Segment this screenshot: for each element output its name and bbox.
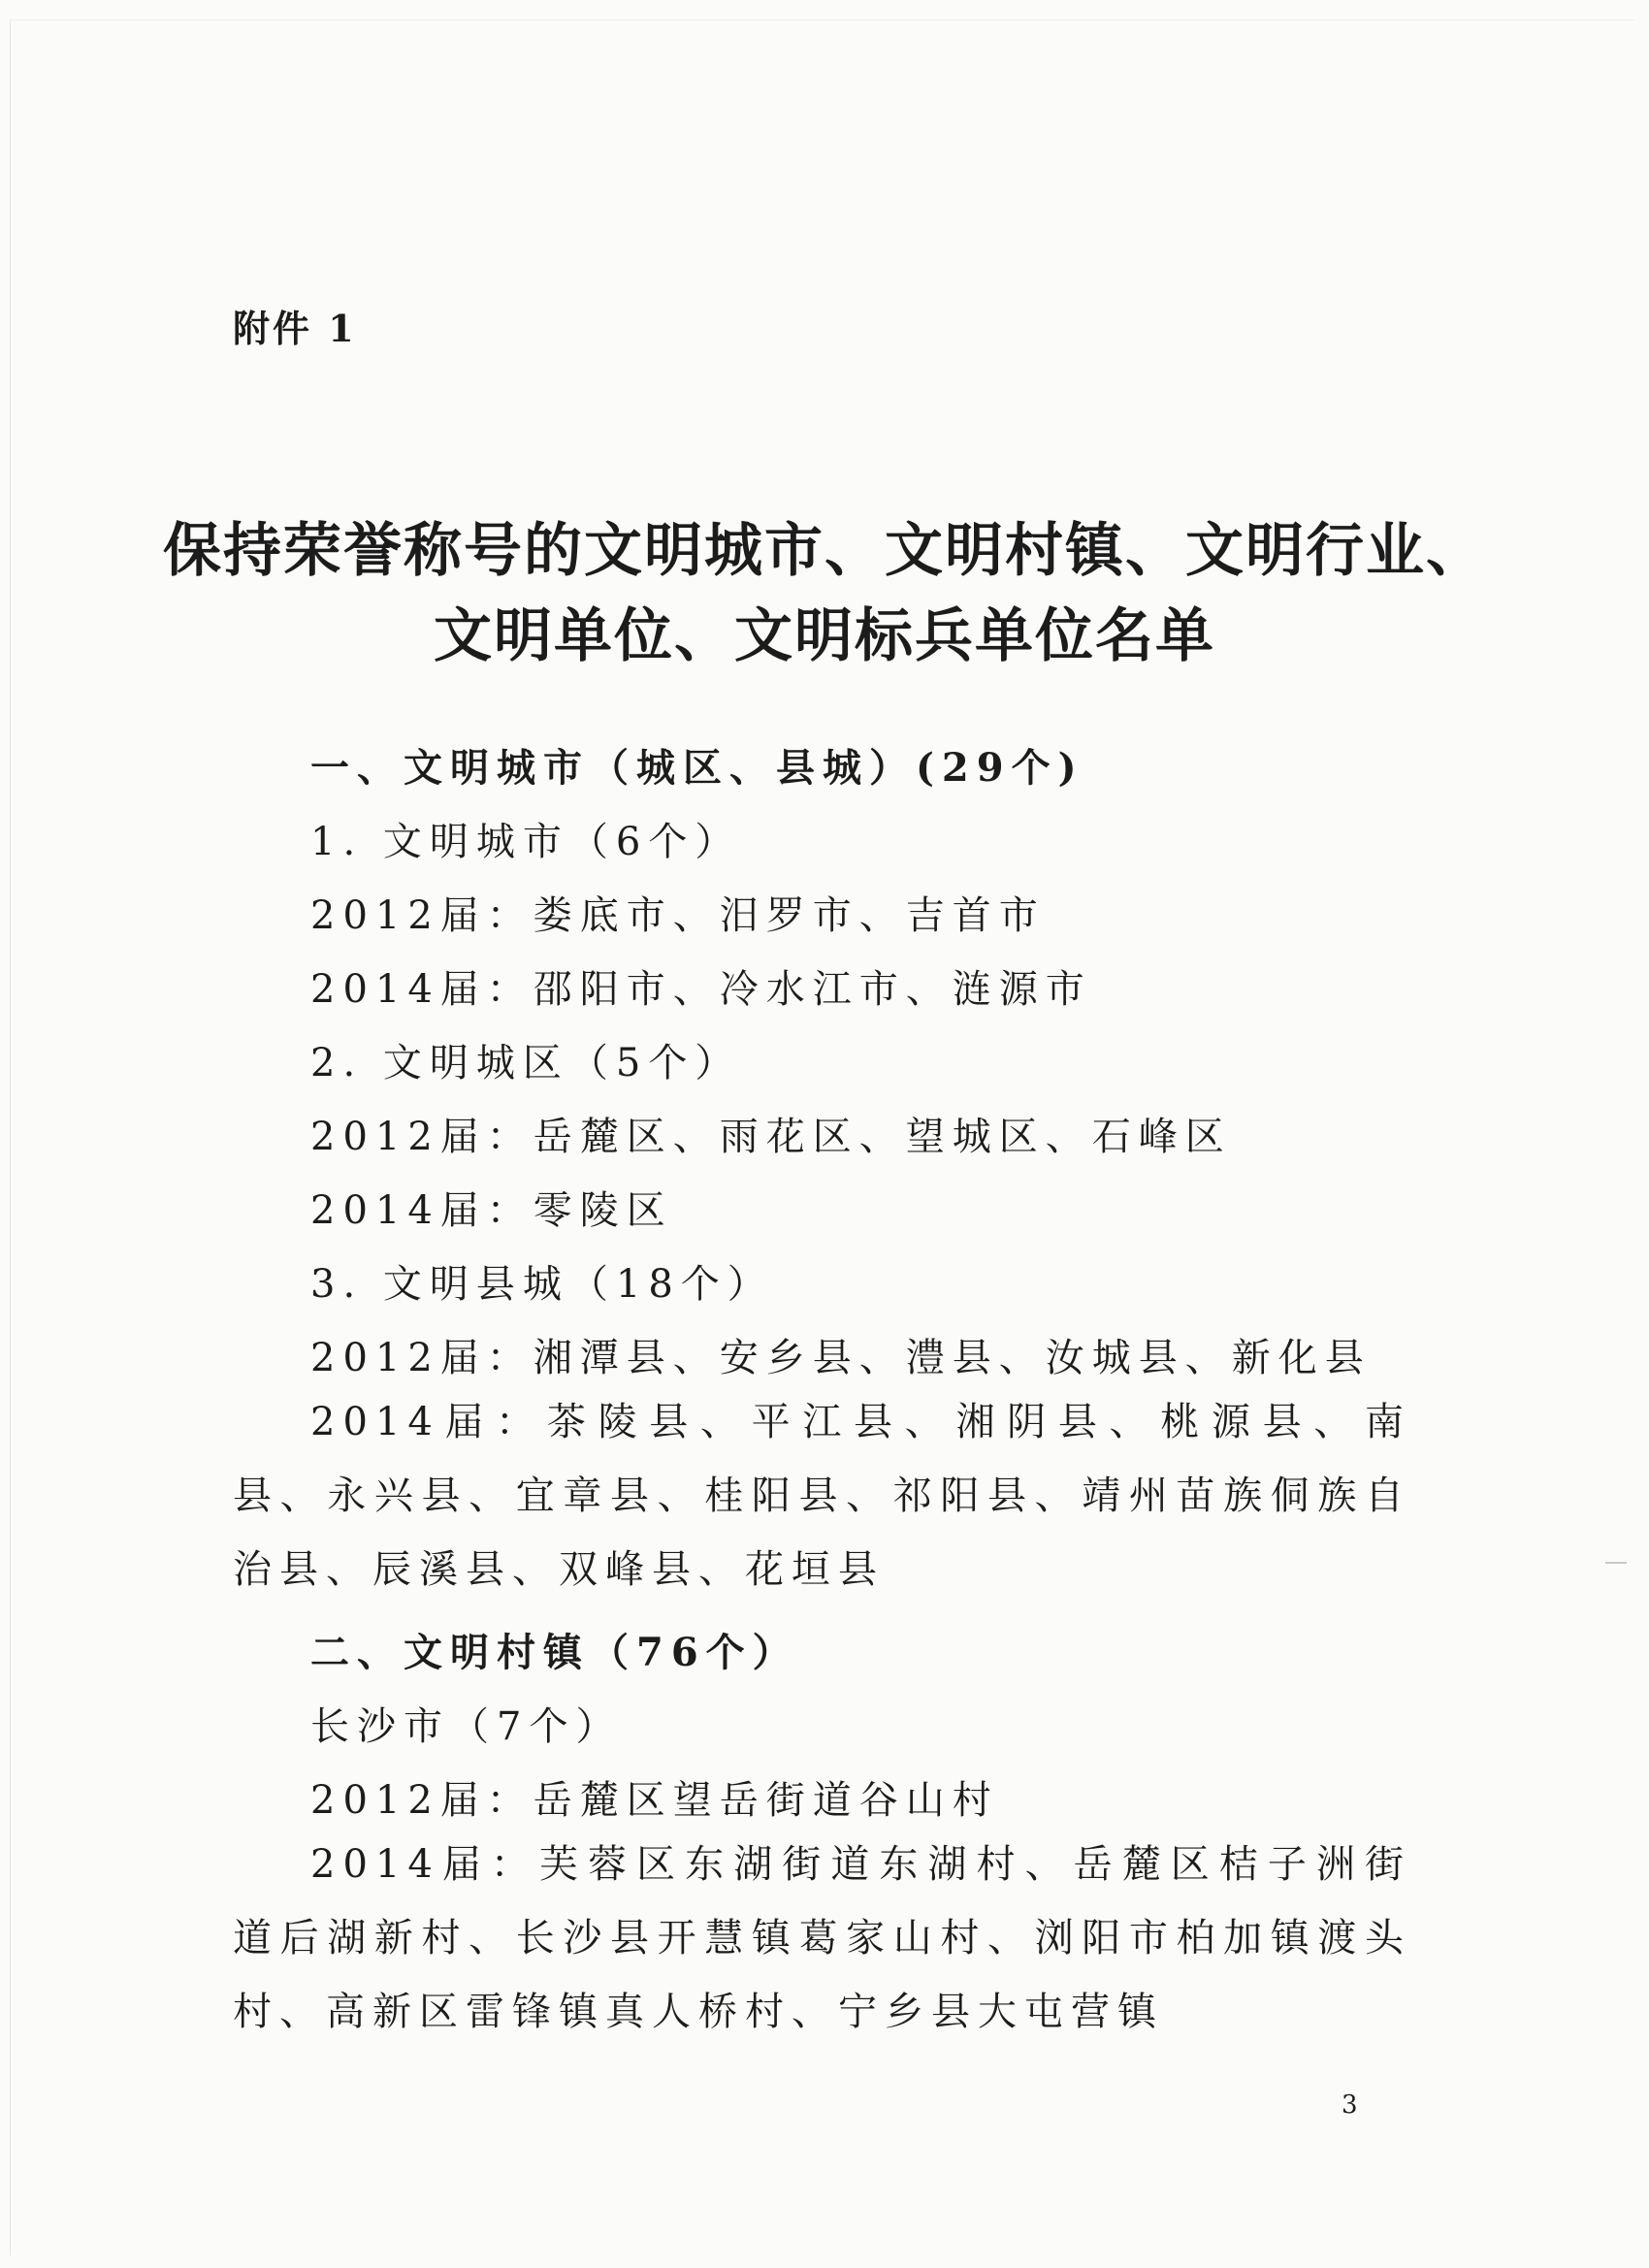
document-title-line-1: 保持荣誉称号的文明城市、文明村镇、文明行业、: [163, 517, 1486, 585]
list-item-cities-2014: 2014届：邵阳市、冷水江市、涟源市: [310, 967, 1092, 1012]
list-item-villages-2014: 2014届：芙蓉区东湖街道东湖村、岳麓区桔子洲街道后湖新村、长沙县开慧镇葛家山村、浏阳市柏加镇渡头村、高新区雷锋镇真人桥村、宁乡县大屯营镇: [233, 1842, 1411, 2034]
subsection-heading-counties: 3. 文明县城（18个）: [310, 1262, 774, 1307]
list-item-counties-2014: 2014届：茶陵县、平江县、湘阴县、桃源县、南县、永兴县、宜章县、桂阳县、祁阳县、靖州苗族侗族自治县、辰溪县、双峰县、花垣县: [233, 1400, 1411, 1592]
city-heading-changsha: 长沙市（7个）: [310, 1704, 623, 1749]
list-item-districts-2014: 2014届：零陵区: [310, 1188, 673, 1233]
attachment-label: 附件 1: [233, 307, 357, 350]
section-1-heading: 一、文明城市（城区、县城）(29个): [310, 745, 1084, 791]
subsection-heading-cities: 1. 文明城市（6个）: [310, 820, 742, 864]
list-item-villages-2012: 2012届：岳麓区望岳街道谷山村: [310, 1778, 999, 1823]
subsection-heading-districts: 2. 文明城区（5个）: [310, 1041, 742, 1085]
section-2-heading: 二、文明村镇（76个）: [310, 1630, 799, 1675]
page-number: 3: [1342, 2090, 1358, 2120]
list-item-counties-2012: 2012届：湘潭县、安乡县、澧县、汝城县、新化县: [310, 1336, 1372, 1380]
scan-mark: [1605, 1562, 1627, 1564]
list-item-districts-2012: 2012届：岳麓区、雨花区、望城区、石峰区: [310, 1115, 1232, 1159]
document-title-line-2: 文明单位、文明标兵单位名单: [434, 602, 1215, 670]
list-item-cities-2012: 2012届：娄底市、汨罗市、吉首市: [310, 893, 1046, 938]
